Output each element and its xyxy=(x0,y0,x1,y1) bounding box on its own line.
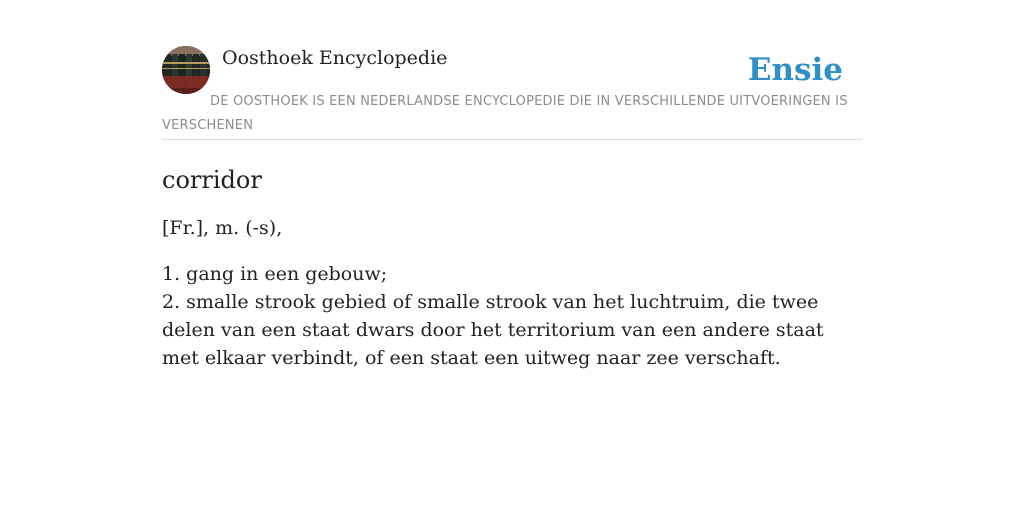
site-header xyxy=(162,46,862,140)
brand-logo-link[interactable]: Ensie xyxy=(747,52,843,88)
books-icon[interactable] xyxy=(162,46,210,94)
entry-etymology: [Fr.], m. (-s), xyxy=(162,217,283,239)
definition-item: 2. smalle strook gebied of smalle strook van het luchtruim, die twee delen van een staat dwars door het territorium van een andere staat met elkaar verbindt, of een staat een uitweg naar zee verschaft. xyxy=(162,291,824,369)
page-container xyxy=(162,46,862,372)
site-tagline: DE OOSTHOEK IS EEN NEDERLANDSE ENCYCLOPEDIE DIE IN VERSCHILLENDE UITVOERINGEN IS VERSCHENEN xyxy=(162,94,848,133)
definition-item: 1. gang in een gebouw; xyxy=(162,263,388,285)
entry-title: corridor xyxy=(162,166,262,194)
site-title[interactable]: Oosthoek Encyclopedie xyxy=(222,47,448,69)
entry-definitions xyxy=(162,260,862,372)
